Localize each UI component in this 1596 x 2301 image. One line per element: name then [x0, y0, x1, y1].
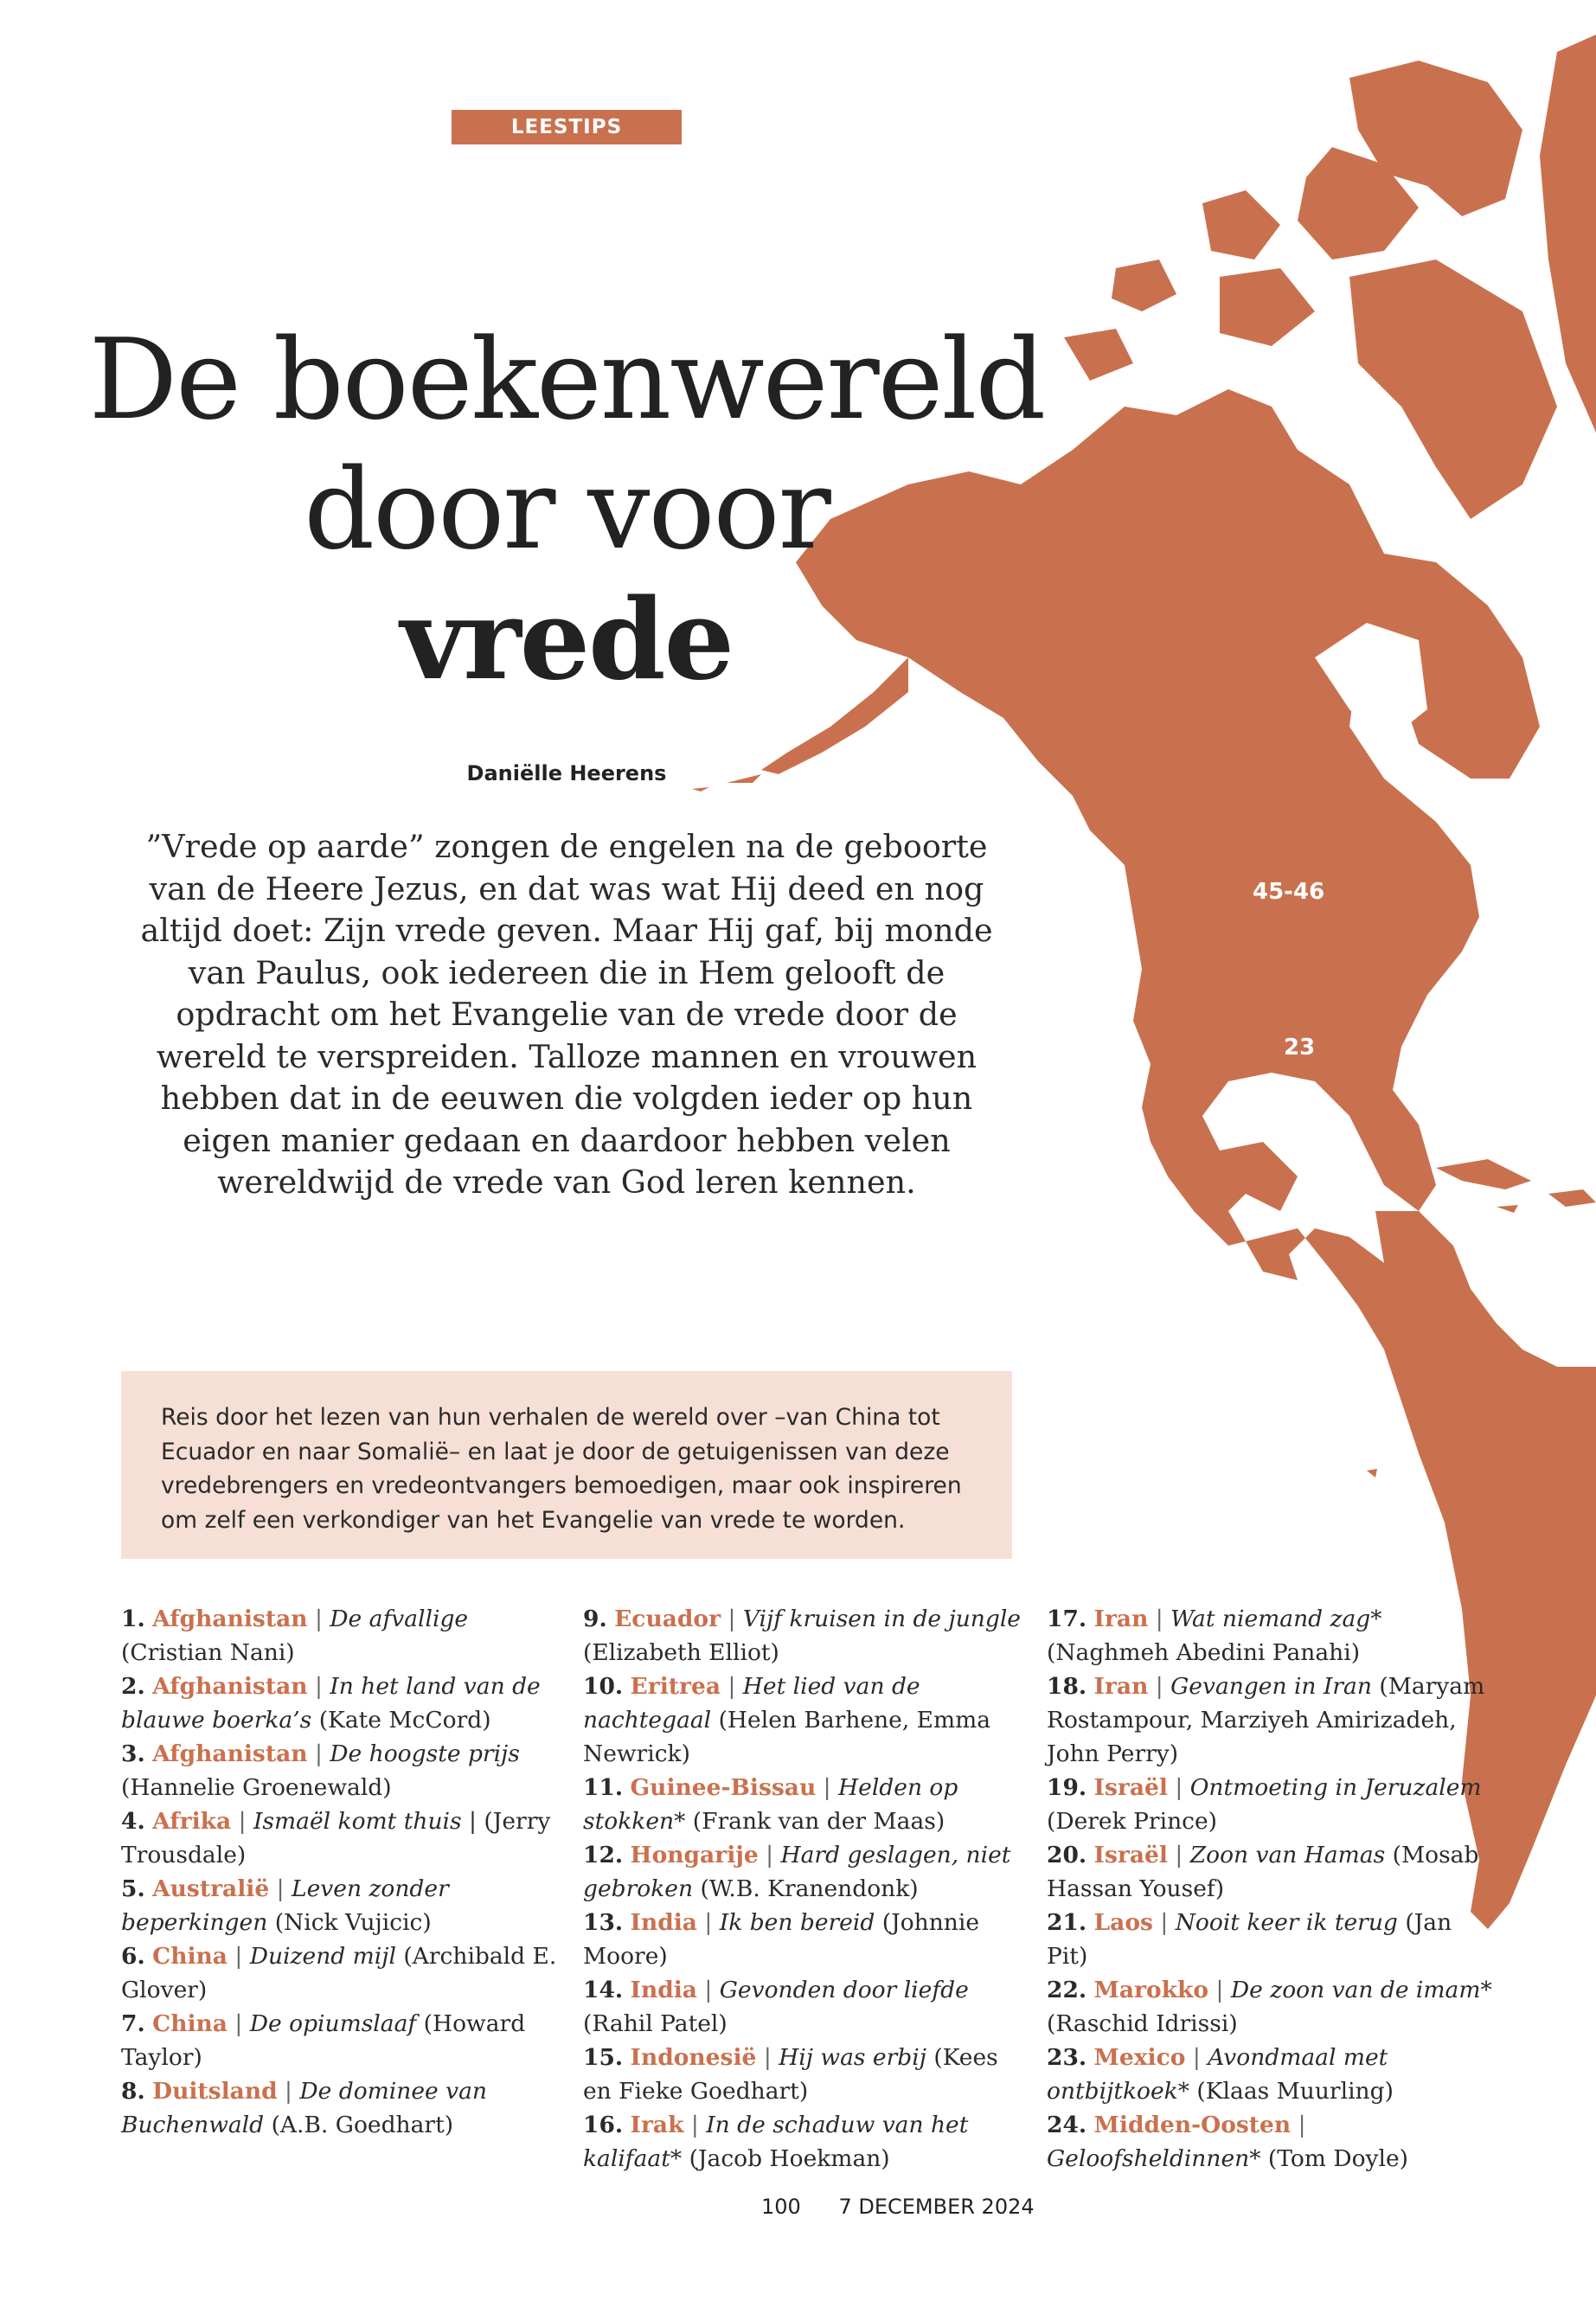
entry-book-title: Gevonden door liefde — [719, 1977, 969, 2003]
book-list-item — [1047, 1838, 1497, 1906]
entry-number: 14. — [583, 1977, 624, 2003]
entry-number: 1. — [121, 1606, 145, 1632]
book-list-item — [121, 2074, 561, 2142]
entry-book-title: Hard geslagen, niet gebroken — [583, 1842, 1011, 1902]
book-list-item — [121, 1872, 561, 1939]
entry-author: (Cristian Nani) — [121, 1639, 295, 1666]
entry-book-title: Ik ben bereid — [719, 1909, 875, 1936]
entry-number: 21. — [1047, 1909, 1087, 1936]
entry-number: 24. — [1047, 2112, 1087, 2138]
entry-country: Duitsland — [152, 2078, 278, 2105]
entry-book-title: Ontmoeting in Jeruzalem — [1189, 1774, 1482, 1801]
entry-book-title: De hoogste prijs — [330, 1740, 520, 1767]
entry-separator: | — [683, 2112, 707, 2138]
title-line-1: De boekenwereld — [88, 316, 1045, 445]
entry-separator: | — [696, 1909, 720, 1936]
entry-book-title: Gevangen in Iran — [1170, 1673, 1372, 1700]
entry-separator: | — [1148, 1673, 1171, 1700]
entry-number: 2. — [121, 1673, 145, 1700]
book-list-column-2 — [583, 1602, 1022, 2176]
entry-separator: | — [1291, 2112, 1306, 2138]
entry-number: 22. — [1047, 1977, 1087, 2003]
entry-book-title: De dominee van Buchenwald — [121, 2078, 487, 2138]
entry-book-title: Zoon van Hamas — [1189, 1842, 1386, 1868]
book-list-item — [121, 1804, 561, 1872]
entry-country: Afghanistan — [152, 1606, 308, 1632]
callout-text: Reis door het lezen van hun verhalen de wereld over –van China tot Ecuador en naar Somalië– en laat je door de getuigenissen van deze vredebrengers en vredeontvangers bemoedigen, maar ook inspireren om zelf een verkondiger van het Evangelie van vrede te worden. — [161, 1404, 962, 1534]
entry-number: 23. — [1047, 2044, 1087, 2071]
entry-number: 5. — [121, 1875, 145, 1902]
entry-book-title: De afvallige — [330, 1606, 469, 1632]
callout-box — [121, 1371, 1012, 1559]
title-line-3: vrede — [400, 575, 734, 705]
entry-book-title: In het land van de blauwe boerka’s — [121, 1673, 541, 1734]
entry-book-title: Helden op stokken* — [583, 1774, 958, 1835]
book-list-item — [1047, 1670, 1497, 1771]
entry-book-title: In de schaduw van het kalifaat* — [583, 2112, 969, 2172]
entry-number: 4. — [121, 1808, 145, 1835]
entry-separator: | — [1152, 1909, 1176, 1936]
entry-country: China — [152, 1943, 228, 1970]
entry-author: (Frank van der Maas) — [692, 1808, 945, 1835]
entry-separator: | — [1167, 1774, 1190, 1801]
entry-country: Afghanistan — [152, 1740, 308, 1767]
entry-country: Afghanistan — [152, 1673, 308, 1700]
map-label-ecuador: 9 — [1453, 1212, 1470, 1238]
entry-book-title: Ismaël komt thuis — [253, 1808, 462, 1835]
entry-author: | (Jerry Trousdale) — [121, 1808, 551, 1868]
entry-author: (Hannelie Groenewald) — [121, 1774, 392, 1801]
book-list-item — [583, 2108, 1022, 2176]
entry-separator: | — [231, 1808, 253, 1835]
entry-number: 16. — [583, 2112, 624, 2138]
book-list-item — [121, 1939, 561, 2007]
entry-author: (Kate McCord) — [318, 1707, 491, 1734]
entry-number: 7. — [121, 2010, 145, 2037]
entry-author: (Howard Taylor) — [121, 2010, 526, 2071]
entry-country: Marokko — [1093, 1977, 1209, 2003]
entry-number: 9. — [583, 1606, 607, 1632]
entry-author: (W.B. Kranendonk) — [700, 1875, 919, 1902]
entry-country: Ecuador — [614, 1606, 721, 1632]
title-line-2: door voor — [304, 445, 830, 574]
book-list-item — [583, 1906, 1022, 1973]
entry-separator: | — [269, 1875, 292, 1902]
entry-book-title: Hij was erbij — [779, 2044, 926, 2071]
book-list-column-1 — [121, 1602, 561, 2142]
entry-number: 15. — [583, 2044, 624, 2071]
entry-book-title: Avondmaal met ontbijtkoek* — [1047, 2044, 1388, 2105]
entry-author: (Kees en Fieke Goedhart) — [583, 2044, 998, 2105]
page-footer — [761, 2195, 1159, 2219]
entry-separator: | — [696, 1977, 720, 2003]
entry-separator: | — [307, 1740, 330, 1767]
entry-author: (Raschid Idrissi) — [1047, 2010, 1238, 2037]
book-list-item — [1047, 1602, 1497, 1670]
entry-country: India — [630, 1977, 697, 2003]
entry-country: Irak — [630, 2112, 684, 2138]
entry-number: 8. — [121, 2078, 145, 2105]
entry-book-title: Duizend mijl — [249, 1943, 396, 1970]
book-list-item — [583, 1838, 1022, 1906]
book-list-item — [121, 2007, 561, 2074]
entry-country: Iran — [1093, 1606, 1149, 1632]
entry-book-title: Het lied van de nachtegaal — [583, 1673, 920, 1734]
entry-separator: | — [756, 2044, 779, 2071]
map-label-mexico: 23 — [1284, 1035, 1316, 1061]
section-tag: LEESTIPS — [452, 110, 682, 144]
entry-author: (Helen Barhene, Emma Newrick) — [583, 1707, 991, 1767]
entry-country: China — [152, 2010, 228, 2037]
entry-book-title: De zoon van de imam* — [1230, 1977, 1492, 2003]
entry-country: Midden-Oosten — [1093, 2112, 1292, 2138]
entry-separator: | — [1208, 1977, 1231, 2003]
map-label-north-america: 45-46 — [1253, 879, 1325, 905]
book-list-item — [1047, 2041, 1497, 2108]
entry-separator: | — [307, 1673, 330, 1700]
entry-number: 11. — [583, 1774, 624, 1801]
entry-book-title: Wat niemand zag* — [1170, 1606, 1382, 1632]
book-list-item — [583, 1771, 1022, 1838]
entry-separator: | — [1167, 1842, 1190, 1868]
byline-author: Daniëlle Heerens — [466, 761, 667, 785]
entry-country: Afrika — [152, 1808, 232, 1835]
entry-number: 18. — [1047, 1673, 1087, 1700]
entry-author: (Derek Prince) — [1047, 1808, 1218, 1835]
entry-number: 13. — [583, 1909, 624, 1936]
book-list-item — [1047, 1771, 1497, 1838]
entry-separator: | — [1148, 1606, 1171, 1632]
entry-author: (Mosab Hassan Yousef) — [1047, 1842, 1479, 1902]
entry-country: Indonesië — [630, 2044, 757, 2071]
page-title — [69, 316, 1064, 705]
entry-separator: | — [816, 1774, 839, 1801]
entry-country: Hongarije — [630, 1842, 759, 1868]
entry-separator: | — [721, 1606, 743, 1632]
entry-author: (Tom Doyle) — [1267, 2145, 1409, 2172]
book-list-item — [1047, 1973, 1497, 2041]
entry-separator: | — [227, 1943, 250, 1970]
entry-number: 19. — [1047, 1774, 1087, 1801]
entry-number: 10. — [583, 1673, 624, 1700]
entry-separator: | — [227, 2010, 250, 2037]
greenland-edge — [1540, 35, 1596, 433]
book-list-item — [1047, 2108, 1497, 2176]
page-number: 100 — [761, 2195, 801, 2219]
book-list-item — [583, 1602, 1022, 1670]
entry-country: India — [630, 1909, 697, 1936]
entry-separator: | — [1185, 2044, 1208, 2071]
entry-book-title: Nooit keer ik terug — [1175, 1909, 1398, 1936]
entry-number: 17. — [1047, 1606, 1087, 1632]
entry-country: Australië — [152, 1875, 270, 1902]
entry-separator: | — [307, 1606, 330, 1632]
entry-author: (Johnnie Moore) — [583, 1909, 980, 1970]
entry-number: 3. — [121, 1740, 145, 1767]
entry-author: (Klaas Muurling) — [1196, 2078, 1394, 2105]
book-list-item — [121, 1602, 561, 1670]
entry-separator: | — [277, 2078, 300, 2105]
entry-author: (Jan Pit) — [1047, 1909, 1452, 1970]
entry-number: 20. — [1047, 1842, 1087, 1868]
entry-author: (Maryam Rostampour, Marziyeh Amirizadeh, John Perry) — [1047, 1673, 1485, 1767]
book-list-item — [583, 1670, 1022, 1771]
entry-author: (Rahil Patel) — [583, 2010, 727, 2037]
arctic-island-small-2 — [1112, 260, 1176, 311]
entry-country: Guinee-Bissau — [630, 1774, 817, 1801]
entry-country: Laos — [1093, 1909, 1153, 1936]
book-list-column-3 — [1047, 1602, 1497, 2176]
entry-author: (Elizabeth Elliot) — [583, 1639, 779, 1666]
book-list-item — [121, 1670, 561, 1737]
entry-country: Israël — [1093, 1842, 1168, 1868]
entry-country: Israël — [1093, 1774, 1168, 1801]
entry-book-title: Leven zonder beperkingen — [121, 1875, 449, 1936]
entry-book-title: De opiumslaaf — [249, 2010, 417, 2037]
galapagos — [1367, 1469, 1377, 1477]
entry-author: (Nick Vujicic) — [274, 1909, 432, 1936]
arctic-island-small-4 — [1064, 329, 1133, 381]
entry-separator: | — [721, 1673, 743, 1700]
entry-author: (Naghmeh Abedini Panahi) — [1047, 1639, 1361, 1666]
book-list-item — [583, 1973, 1022, 2041]
entry-book-title: Vijf kruisen in de jungle — [742, 1606, 1021, 1632]
entry-separator: | — [758, 1842, 781, 1868]
book-list-item — [121, 1737, 561, 1804]
hispaniola — [1548, 1189, 1596, 1207]
issue-date: 7 DECEMBER 2024 — [838, 2195, 1035, 2219]
entry-country: Iran — [1093, 1673, 1149, 1700]
book-list-item — [1047, 1906, 1497, 1973]
intro-paragraph: ”Vrede op aarde” zongen de engelen na de geboorte van de Heere Jezus, en dat was wat Hij deed en nog altijd doet: Zijn vrede geven. Maar Hij gaf, bij monde van Paulus, ook iedereen die in Hem gelooft de opdracht om het Evangelie van de vrede door de wereld te verspreiden. Talloze mannen en vrouwen hebben dat in de eeuwen die volgden ieder op hun eigen manier gedaan en daardoor hebben velen wereldwijd de vrede van God leren kennen. — [140, 828, 993, 1201]
entry-author: (Archibald E. Glover) — [121, 1943, 557, 2003]
entry-number: 6. — [121, 1943, 145, 1970]
entry-country: Mexico — [1093, 2044, 1186, 2071]
arctic-island-small-3 — [1220, 268, 1315, 346]
arctic-island-small-1 — [1202, 190, 1280, 260]
jamaica — [1497, 1205, 1518, 1213]
entry-book-title: Geloofsheldinnen* — [1047, 2145, 1261, 2172]
arctic-island-baffin — [1349, 260, 1557, 519]
book-list-item — [583, 2041, 1022, 2108]
entry-number: 12. — [583, 1842, 624, 1868]
entry-author: (A.B. Goedhart) — [271, 2112, 454, 2138]
entry-country: Eritrea — [630, 1673, 721, 1700]
entry-author: (Jacob Hoekman) — [689, 2145, 890, 2172]
cuba — [1436, 1159, 1531, 1189]
